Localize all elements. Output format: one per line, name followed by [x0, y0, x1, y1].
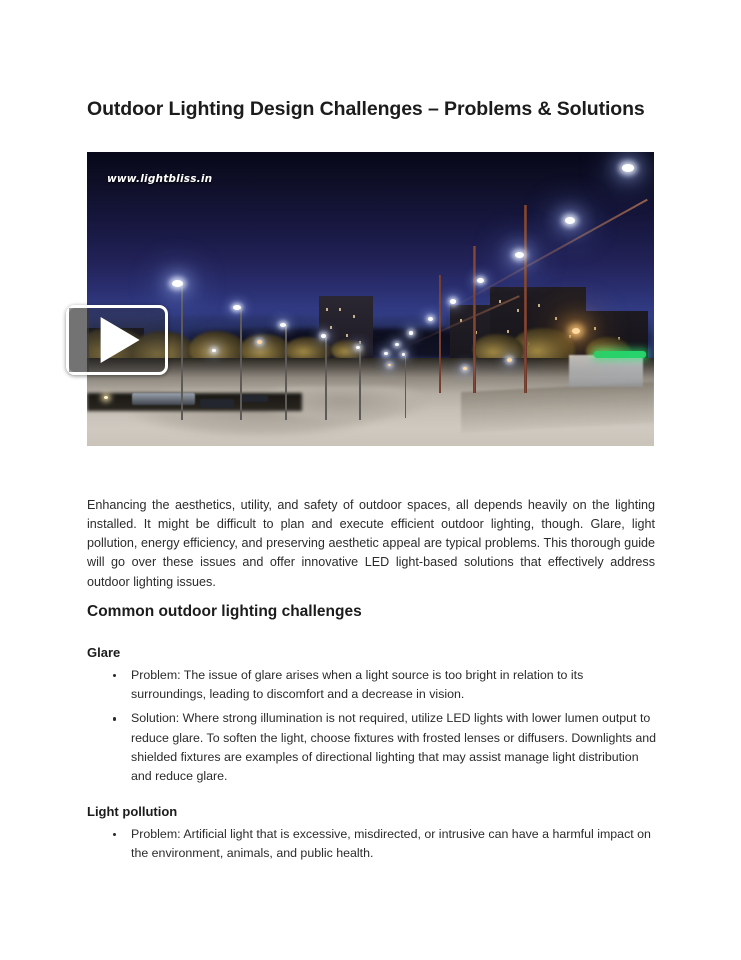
street-lamp	[321, 334, 326, 338]
street-lamp	[428, 317, 433, 321]
street-light-pole	[181, 284, 184, 419]
glare-bullet-list	[110, 666, 658, 791]
street-light-pole	[405, 356, 406, 418]
page-title: Outdoor Lighting Design Challenges – Problems & Solutions	[87, 98, 645, 121]
street-lamp	[172, 280, 183, 287]
street-lamp	[280, 323, 286, 327]
street-lamp	[622, 164, 634, 172]
list-item: Solution: Where strong illumination is not required, utilize LED lights with lower lumen output to reduce glare. To soften the light, choose fixtures with frosted lenses or diffusers. Downlights and shielded fixtures are examples of directional lighting that may assist manage light distribution and reduce glare.	[110, 709, 658, 786]
street-lamp	[212, 349, 216, 352]
street-lamp	[450, 299, 456, 304]
light-pollution-bullet-list	[110, 825, 658, 868]
list-item: Problem: The issue of glare arises when a light source is too bright in relation to its surroundings, leading to discomfort and a decrease in vision.	[110, 666, 658, 704]
street-light-pole	[439, 275, 442, 393]
road	[87, 393, 302, 411]
kiosk	[569, 355, 643, 387]
subsection-heading-glare: Glare	[87, 645, 121, 660]
intro-paragraph: Enhancing the aesthetics, utility, and safety of outdoor spaces, all depends heavily on the lighting installed. It might be difficult to plan and execute efficient outdoor lighting, though. Glare, light pollution, energy efficiency, and preserving aesthetic appeal are typical problems. This thorough guide will go over these issues and offer innovative LED light-based solutions that effectively address outdoor lighting issues.	[87, 497, 655, 589]
street-lamp-warm	[463, 367, 467, 370]
street-lamp	[409, 331, 414, 335]
list-item: Problem: Artificial light that is excessive, misdirected, or intrusive can have a harmful impact on the environment, animals, and public health.	[110, 825, 658, 863]
street-light-pole	[524, 205, 528, 393]
street-lamp	[565, 217, 575, 224]
play-button[interactable]	[66, 305, 168, 375]
street-light-pole	[240, 308, 242, 420]
street-lamp-warm	[507, 358, 512, 362]
play-button-shade	[69, 308, 89, 372]
watermark-text: www.lightbliss.in	[107, 173, 213, 185]
headlight	[104, 396, 108, 399]
street-lamp	[384, 352, 388, 355]
bus	[132, 393, 194, 405]
street-lamp	[395, 343, 399, 346]
neon-sign	[594, 351, 645, 357]
street-light-pole	[473, 246, 476, 393]
car	[200, 399, 234, 408]
play-icon	[101, 317, 140, 363]
street-light-pole	[285, 325, 287, 419]
street-lamp	[515, 252, 524, 258]
section-heading-challenges: Common outdoor lighting challenges	[87, 602, 362, 620]
subsection-heading-light-pollution: Light pollution	[87, 804, 178, 819]
car	[240, 395, 268, 402]
street-light-pole	[325, 337, 327, 419]
street-light-pole	[359, 349, 360, 420]
video-figure	[87, 152, 654, 446]
night-cityscape-photo	[87, 152, 654, 446]
street-lamp	[356, 346, 360, 349]
